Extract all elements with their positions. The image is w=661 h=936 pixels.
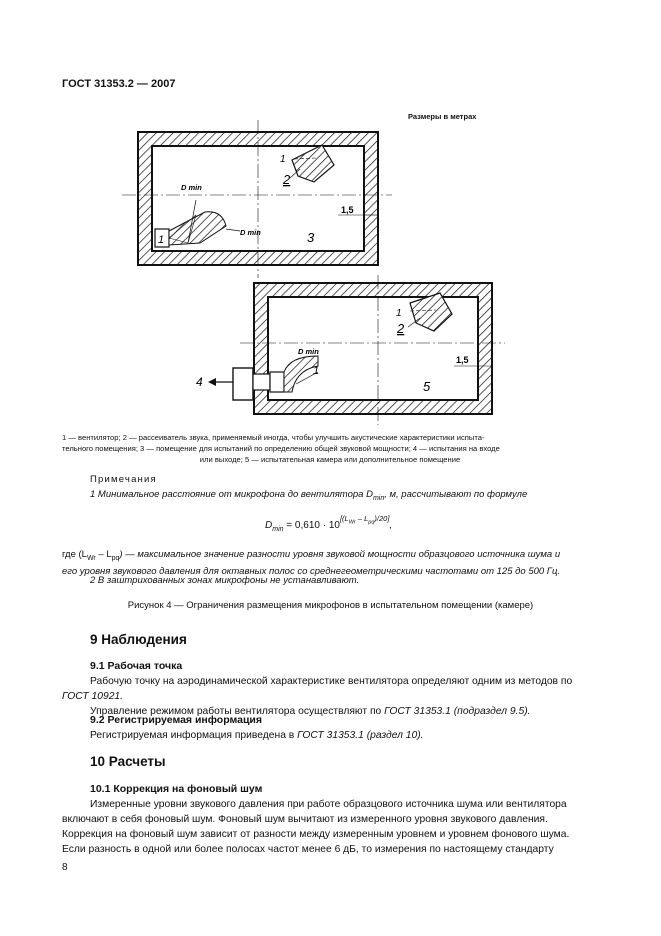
formula-explanation: где $(L_{Wr} - L_{pq})$ — максимальное значение разности уровня звуковой мощности образцового источника шума и его уровня звукового давления для октавных полос со среднегеометрическими частотами от 125 до 500 Гц. xyxy=(62,549,561,577)
section-9-1-text: Рабочую точку на аэродинамической характеристике вентилятора определяют одним из методов по ГОСТ 10921. Управление режимом работы вентилятора осуществляют по ГОСТ 31353.1 (подраздел 9.5). xyxy=(62,676,573,717)
section-10-1-title: 10.1 Коррекция на фоновый шум xyxy=(90,783,263,795)
label-1-fan-bottom: 1 xyxy=(313,365,320,377)
label-4: 4 xyxy=(196,375,203,389)
label-dmin-c: D min xyxy=(298,347,319,356)
label-dmin-a: D min xyxy=(181,183,202,192)
section-9-title: 9 Наблюдения xyxy=(90,632,187,647)
label-3: 3 xyxy=(307,230,315,245)
page-header: ГОСТ 31353.2 — 2007 xyxy=(62,78,176,90)
label-5: 5 xyxy=(423,379,431,394)
label-1-bottom: 1 xyxy=(396,308,402,319)
page-number: 8 xyxy=(62,862,68,873)
legend-line-3: или выходе; 5 — испытательная камера или дополнительное помещение xyxy=(199,455,461,464)
label-dist-top: 1,5 xyxy=(341,205,354,215)
legend-line-1: 1 — вентилятор; 2 — рассеиватель звука, применяемый иногда, чтобы улучшить акустические характеристики испыта- xyxy=(62,433,485,442)
section-9-2-text: Регистрируемая информация приведена в ГОСТ 31353.1 (раздел 10). xyxy=(90,730,424,741)
section-9-1-title: 9.1 Рабочая точка xyxy=(90,660,183,672)
label-2-bottom: 2 xyxy=(397,321,405,336)
legend-line-2: тельного помещения; 3 — помещение для испытаний по определению общей звуковой мощности; 4 — испытания на входе xyxy=(62,444,500,453)
figure-4-diagram xyxy=(0,0,661,430)
section-9-2-title: 9.2 Регистрируемая информация xyxy=(90,714,263,726)
label-1-fan-top: 1 xyxy=(158,234,165,246)
label-dist-bottom: 1,5 xyxy=(456,355,469,365)
label-2-top: 2 xyxy=(283,172,291,187)
note-1: 1 Минимальное расстояние от микрофона до вентилятора $D_{min}$, м, рассчитывают по формуле xyxy=(90,489,528,502)
notes-title: Примечания xyxy=(90,474,157,485)
label-dmin-b: D min xyxy=(240,228,261,237)
section-10-1-text: Измеренные уровни звукового давления при работе образцового источника шума или вентилятора включают в себя фоновый шум. Фоновый шум вычитают из измеренного уровня звукового давления. Коррекция на фоновый шум зависит от разности между измеренным уровнем и уровнем фонового шума. Если разность в одной или более полосах частот менее 6 дБ, то измерения по настоящему стандарту xyxy=(62,799,570,855)
section-10-title: 10 Расчеты xyxy=(90,754,166,769)
figure-legend xyxy=(62,432,598,465)
room-3 xyxy=(122,120,392,278)
note-2: 2 В заштрихованных зонах микрофоны не устанавливают. xyxy=(90,575,360,586)
figure-caption: Рисунок 4 — Ограничения размещения микрофонов в испытательном помещении (камере) xyxy=(127,600,534,611)
dimensions-note: Размеры в метрах xyxy=(408,112,477,121)
room-5 xyxy=(208,275,505,425)
label-1-top: 1 xyxy=(280,154,286,165)
dmin-formula: $D_{min} = 0,610 \cdot 10[(LWr - Lpq)/20]$, xyxy=(265,514,393,533)
